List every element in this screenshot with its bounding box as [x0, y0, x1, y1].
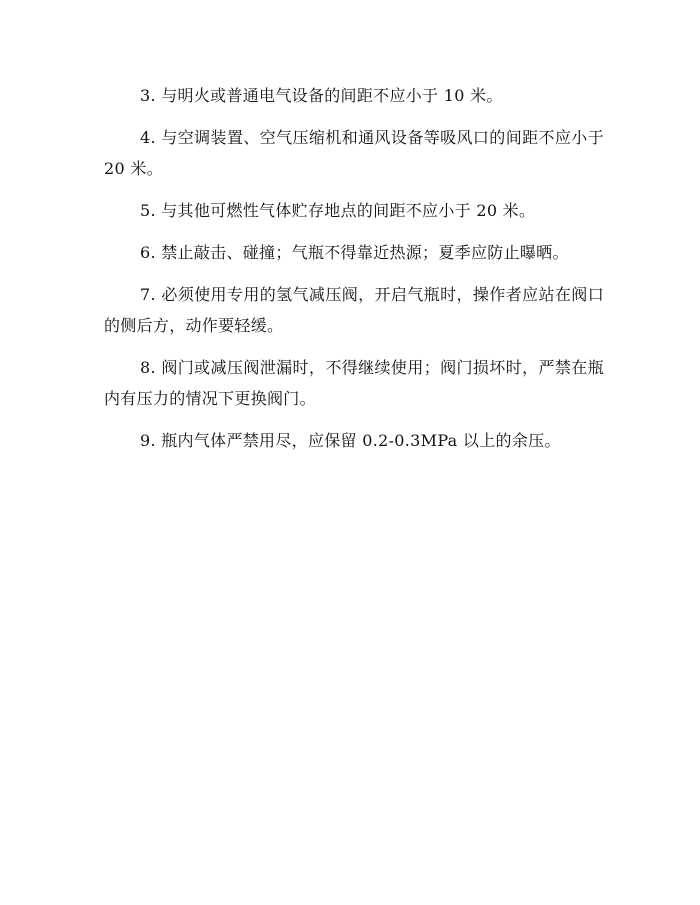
paragraph-item-8: 8. 阀门或减压阀泄漏时，不得继续使用；阀门损坏时，严禁在瓶内有压力的情况下更换阀门。: [104, 358, 604, 408]
paragraph-item-3: 3. 与明火或普通电气设备的间距不应小于 10 米。: [140, 86, 503, 105]
paragraph-item-7: 7. 必须使用专用的氢气减压阀，开启气瓶时，操作者应站在阀口的侧后方，动作要轻缓。: [104, 285, 604, 335]
paragraph-item-6: 6. 禁止敲击、碰撞；气瓶不得靠近热源；夏季应防止曝晒。: [140, 243, 569, 262]
paragraph-item-9: 9. 瓶内气体严禁用尽，应保留 0.2-0.3MPa 以上的余压。: [140, 431, 561, 450]
paragraph-item-4: 4. 与空调装置、空气压缩机和通风设备等吸风口的间距不应小于 20 米。: [104, 128, 610, 178]
document-body: [104, 80, 610, 467]
paragraph-item-5: 5. 与其他可燃性气体贮存地点的间距不应小于 20 米。: [140, 201, 536, 220]
